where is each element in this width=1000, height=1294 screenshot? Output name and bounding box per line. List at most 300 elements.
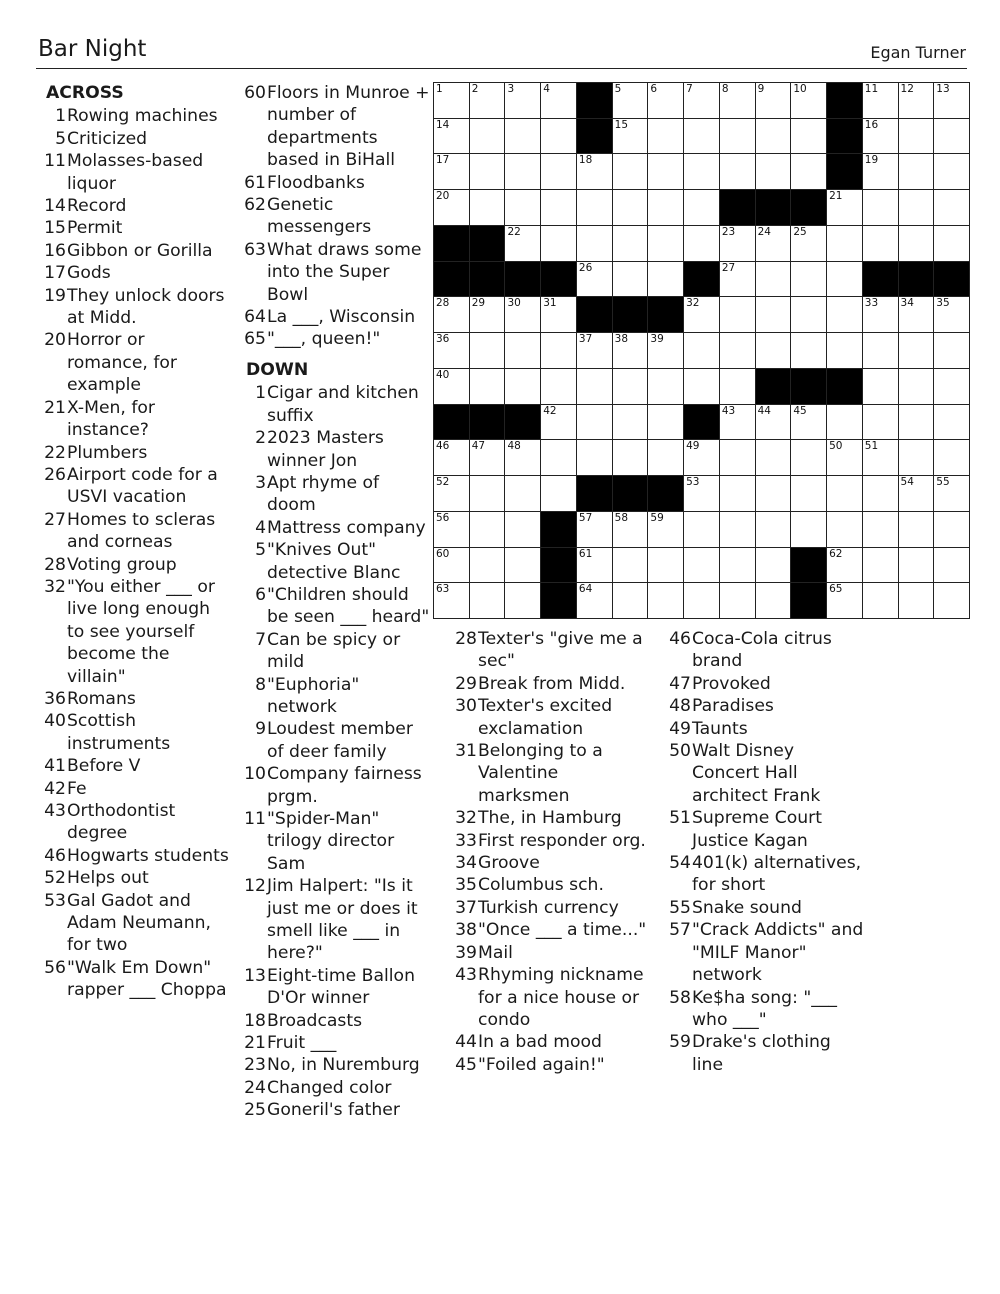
grid-cell[interactable]: [684, 226, 719, 261]
grid-cell[interactable]: [505, 548, 540, 583]
grid-cell[interactable]: [934, 333, 969, 368]
grid-cell[interactable]: [756, 119, 791, 154]
across-clue[interactable]: [240, 172, 430, 194]
down-clue[interactable]: [451, 1031, 651, 1053]
grid-cell[interactable]: [470, 333, 505, 368]
grid-cell[interactable]: [684, 119, 719, 154]
grid-cell[interactable]: [791, 512, 826, 547]
across-clue[interactable]: [40, 240, 230, 262]
grid-cell[interactable]: [613, 369, 648, 404]
clue-text: "Crack Addicts" and "MILF Manor" network: [692, 920, 864, 986]
grid-cell[interactable]: [577, 512, 612, 547]
grid-cell[interactable]: [577, 154, 612, 189]
grid-cell[interactable]: [613, 190, 648, 225]
clue-text: No, in Nuremburg: [267, 1055, 420, 1076]
cell-number: 10: [793, 83, 807, 95]
grid-cell[interactable]: [827, 262, 862, 297]
grid-cell[interactable]: [684, 440, 719, 475]
grid-cell[interactable]: [791, 297, 826, 332]
grid-cell[interactable]: [827, 583, 862, 618]
clue-number: 58: [669, 987, 691, 1008]
grid-cell[interactable]: [434, 548, 469, 583]
clue-number: 8: [255, 674, 266, 695]
grid-cell[interactable]: [863, 154, 898, 189]
grid-cell[interactable]: [470, 440, 505, 475]
across-clue[interactable]: [40, 867, 230, 889]
grid-cell[interactable]: [613, 405, 648, 440]
grid-cell[interactable]: [505, 297, 540, 332]
across-clue[interactable]: [40, 778, 230, 800]
down-clue[interactable]: [451, 740, 651, 807]
grid-cell[interactable]: [720, 83, 755, 118]
clue-number: 24: [244, 1077, 266, 1098]
across-clue[interactable]: [240, 194, 430, 239]
down-clue[interactable]: [240, 808, 430, 875]
grid-cell[interactable]: [541, 333, 576, 368]
grid-cell[interactable]: [648, 154, 683, 189]
grid-cell[interactable]: [470, 119, 505, 154]
down-clue[interactable]: [240, 1054, 430, 1076]
grid-cell[interactable]: [756, 440, 791, 475]
grid-cell[interactable]: [505, 154, 540, 189]
across-clue[interactable]: [40, 957, 230, 1002]
grid-cell[interactable]: [470, 297, 505, 332]
down-clue[interactable]: [665, 628, 865, 673]
grid-cell[interactable]: [505, 83, 540, 118]
grid-cell[interactable]: [434, 583, 469, 618]
grid-cell[interactable]: [434, 512, 469, 547]
across-clue[interactable]: [40, 217, 230, 239]
down-clue[interactable]: [240, 1010, 430, 1032]
grid-cell[interactable]: [434, 440, 469, 475]
grid-cell[interactable]: [720, 369, 755, 404]
grid-cell[interactable]: [541, 119, 576, 154]
grid-cell[interactable]: [577, 226, 612, 261]
grid-cell[interactable]: [684, 333, 719, 368]
down-clue[interactable]: [240, 1032, 430, 1054]
grid-cell[interactable]: [470, 548, 505, 583]
grid-cell[interactable]: [648, 262, 683, 297]
grid-cell[interactable]: [899, 440, 934, 475]
grid-cell[interactable]: [934, 297, 969, 332]
grid-cell[interactable]: [899, 154, 934, 189]
grid-cell[interactable]: [541, 190, 576, 225]
grid-cell[interactable]: [899, 333, 934, 368]
grid-cell[interactable]: [684, 548, 719, 583]
grid-cell[interactable]: [613, 119, 648, 154]
grid-cell[interactable]: [863, 226, 898, 261]
grid-cell[interactable]: [756, 476, 791, 511]
down-clue[interactable]: [240, 965, 430, 1010]
grid-cell[interactable]: [648, 583, 683, 618]
grid-cell[interactable]: [470, 512, 505, 547]
across-clue[interactable]: [40, 576, 230, 688]
grid-cell[interactable]: [648, 512, 683, 547]
down-clue[interactable]: [451, 695, 651, 740]
grid-cell[interactable]: [720, 405, 755, 440]
grid-cell[interactable]: [791, 333, 826, 368]
down-clue[interactable]: [240, 1099, 430, 1121]
grid-cell[interactable]: [756, 226, 791, 261]
grid-black-square: [470, 226, 505, 261]
grid-cell[interactable]: [756, 154, 791, 189]
grid-cell[interactable]: [684, 476, 719, 511]
grid-cell[interactable]: [613, 154, 648, 189]
across-clue[interactable]: [40, 442, 230, 464]
grid-black-square: [863, 262, 898, 297]
grid-cell[interactable]: [720, 583, 755, 618]
down-clue[interactable]: [240, 584, 430, 629]
grid-cell[interactable]: [684, 297, 719, 332]
down-clue[interactable]: [451, 942, 651, 964]
grid-cell[interactable]: [863, 297, 898, 332]
grid-cell[interactable]: [648, 440, 683, 475]
clue-number: 46: [669, 629, 691, 649]
grid-cell[interactable]: [756, 83, 791, 118]
grid-cell[interactable]: [720, 440, 755, 475]
grid-cell[interactable]: [541, 440, 576, 475]
down-clue[interactable]: [665, 987, 865, 1032]
grid-cell[interactable]: [863, 476, 898, 511]
grid-cell[interactable]: [648, 333, 683, 368]
grid-cell[interactable]: [648, 548, 683, 583]
grid-cell[interactable]: [613, 440, 648, 475]
grid-cell[interactable]: [541, 405, 576, 440]
grid-cell[interactable]: [434, 369, 469, 404]
grid-cell[interactable]: [613, 83, 648, 118]
grid-cell[interactable]: [577, 369, 612, 404]
grid-cell[interactable]: [899, 119, 934, 154]
clue-text: Gal Gadot and Adam Neumann, for two: [67, 890, 211, 956]
grid-cell[interactable]: [827, 476, 862, 511]
across-clue[interactable]: [40, 285, 230, 330]
grid-cell[interactable]: [863, 440, 898, 475]
grid-black-square: [720, 190, 755, 225]
grid-cell[interactable]: [577, 583, 612, 618]
down-clue[interactable]: [240, 718, 430, 763]
grid-cell[interactable]: [756, 333, 791, 368]
clue-text: Romans: [67, 688, 136, 709]
grid-cell[interactable]: [505, 190, 540, 225]
down-clue[interactable]: [665, 852, 865, 897]
grid-cell[interactable]: [863, 583, 898, 618]
down-clue[interactable]: [665, 807, 865, 852]
down-clue[interactable]: [451, 830, 651, 852]
grid-cell[interactable]: [899, 583, 934, 618]
down-clue[interactable]: [451, 964, 651, 1031]
down-clue[interactable]: [240, 629, 430, 674]
grid-cell[interactable]: [827, 548, 862, 583]
grid-cell[interactable]: [720, 333, 755, 368]
down-clue[interactable]: [665, 919, 865, 986]
grid-cell[interactable]: [434, 83, 469, 118]
clue-number: 47: [669, 673, 691, 694]
across-clue[interactable]: [40, 195, 230, 217]
grid-cell[interactable]: [720, 476, 755, 511]
down-clue[interactable]: [451, 628, 651, 673]
clue-text: Turkish currency: [478, 897, 619, 918]
across-clue[interactable]: [40, 800, 230, 845]
grid-cell[interactable]: [899, 512, 934, 547]
down-clue[interactable]: [665, 1031, 865, 1076]
grid-cell[interactable]: [577, 190, 612, 225]
down-clue[interactable]: [451, 852, 651, 874]
across-clue[interactable]: [40, 105, 230, 127]
grid-cell[interactable]: [720, 548, 755, 583]
grid-cell[interactable]: [541, 369, 576, 404]
cell-number: 34: [900, 297, 914, 310]
across-clue[interactable]: [240, 328, 430, 350]
grid-cell[interactable]: [720, 262, 755, 297]
down-clue[interactable]: [665, 740, 865, 807]
grid-cell[interactable]: [756, 297, 791, 332]
grid-cell[interactable]: [505, 333, 540, 368]
grid-cell[interactable]: [791, 405, 826, 440]
grid-cell[interactable]: [791, 83, 826, 118]
down-clue[interactable]: [240, 674, 430, 719]
grid-cell[interactable]: [827, 440, 862, 475]
grid-cell[interactable]: [756, 512, 791, 547]
down-clue[interactable]: [240, 472, 430, 517]
grid-cell[interactable]: [684, 369, 719, 404]
grid-cell[interactable]: [684, 83, 719, 118]
cell-number: 30: [507, 297, 521, 310]
across-clue[interactable]: [40, 128, 230, 150]
grid-cell[interactable]: [756, 548, 791, 583]
grid-cell[interactable]: [863, 512, 898, 547]
grid-cell[interactable]: [934, 369, 969, 404]
grid-cell[interactable]: [863, 405, 898, 440]
across-clue[interactable]: [40, 688, 230, 710]
grid-cell[interactable]: [648, 83, 683, 118]
grid-cell[interactable]: [505, 512, 540, 547]
grid-cell[interactable]: [470, 190, 505, 225]
grid-cell[interactable]: [791, 119, 826, 154]
across-clue[interactable]: [40, 710, 230, 755]
grid-cell[interactable]: [934, 476, 969, 511]
down-clue[interactable]: [240, 382, 430, 427]
cell-number: 37: [578, 333, 593, 346]
clue-number: 20: [44, 330, 66, 351]
across-clue[interactable]: [40, 329, 230, 396]
grid-cell[interactable]: [541, 297, 576, 332]
grid-cell[interactable]: [541, 226, 576, 261]
grid-cell[interactable]: [899, 83, 934, 118]
grid-cell[interactable]: [863, 369, 898, 404]
across-clue[interactable]: [40, 262, 230, 284]
grid-cell[interactable]: [934, 83, 969, 118]
grid-cell[interactable]: [648, 190, 683, 225]
clue-text: Voting group: [67, 554, 177, 575]
across-clue[interactable]: [240, 239, 430, 306]
grid-cell[interactable]: [541, 154, 576, 189]
grid-cell[interactable]: [934, 119, 969, 154]
down-clue[interactable]: [240, 539, 430, 584]
grid-cell[interactable]: [541, 83, 576, 118]
grid-cell[interactable]: [505, 583, 540, 618]
grid-cell[interactable]: [827, 190, 862, 225]
grid-cell[interactable]: [899, 226, 934, 261]
grid-cell[interactable]: [577, 405, 612, 440]
down-clue[interactable]: [451, 807, 651, 829]
down-clue[interactable]: [451, 874, 651, 896]
clue-number: 43: [455, 965, 477, 986]
grid-cell[interactable]: [899, 405, 934, 440]
cell-number: 46: [436, 440, 450, 453]
grid-cell[interactable]: [791, 476, 826, 511]
grid-cell[interactable]: [899, 297, 934, 332]
grid-cell[interactable]: [827, 297, 862, 332]
grid-cell[interactable]: [505, 119, 540, 154]
grid-cell[interactable]: [541, 476, 576, 511]
grid-black-square: [577, 119, 612, 154]
across-clue[interactable]: [40, 890, 230, 957]
grid-cell[interactable]: [934, 548, 969, 583]
grid-cell[interactable]: [434, 297, 469, 332]
grid-cell[interactable]: [863, 119, 898, 154]
grid-cell[interactable]: [791, 154, 826, 189]
grid-cell[interactable]: [863, 333, 898, 368]
grid-cell[interactable]: [791, 440, 826, 475]
grid-cell[interactable]: [434, 476, 469, 511]
grid-cell[interactable]: [899, 369, 934, 404]
grid-cell[interactable]: [863, 190, 898, 225]
grid-cell[interactable]: [470, 476, 505, 511]
grid-cell[interactable]: [720, 512, 755, 547]
cell-number: 59: [650, 511, 664, 524]
grid-cell[interactable]: [684, 512, 719, 547]
grid-cell[interactable]: [720, 154, 755, 189]
clue-number: 2: [255, 428, 266, 449]
grid-cell[interactable]: [648, 369, 683, 404]
grid-cell[interactable]: [684, 190, 719, 225]
down-clue[interactable]: [451, 897, 651, 919]
clue-text: Rowing machines: [67, 106, 218, 127]
grid-cell[interactable]: [577, 333, 612, 368]
grid-cell[interactable]: [648, 226, 683, 261]
grid-cell[interactable]: [470, 583, 505, 618]
grid-cell[interactable]: [434, 119, 469, 154]
down-clue[interactable]: [240, 763, 430, 808]
grid-cell[interactable]: [899, 190, 934, 225]
cell-number: 14: [436, 118, 450, 131]
across-clue[interactable]: [40, 755, 230, 777]
down-clue[interactable]: [665, 897, 865, 919]
down-clue[interactable]: [665, 695, 865, 717]
grid-cell[interactable]: [470, 83, 505, 118]
grid-cell[interactable]: [934, 440, 969, 475]
grid-cell[interactable]: [505, 369, 540, 404]
grid-cell[interactable]: [720, 297, 755, 332]
grid-cell[interactable]: [505, 226, 540, 261]
down-clue[interactable]: [240, 875, 430, 965]
grid-black-square: [541, 583, 576, 618]
grid-cell[interactable]: [934, 154, 969, 189]
clue-number: 16: [44, 240, 66, 261]
grid-cell[interactable]: [827, 512, 862, 547]
down-clue[interactable]: [451, 919, 651, 941]
across-clue[interactable]: [40, 150, 230, 195]
grid-cell[interactable]: [613, 512, 648, 547]
grid-cell[interactable]: [827, 226, 862, 261]
cell-number: 60: [436, 547, 450, 560]
grid-cell[interactable]: [899, 548, 934, 583]
grid-cell[interactable]: [434, 333, 469, 368]
grid-cell[interactable]: [791, 226, 826, 261]
grid-cell[interactable]: [791, 262, 826, 297]
across-clue[interactable]: [40, 464, 230, 509]
cell-number: 57: [578, 511, 593, 524]
grid-cell[interactable]: [899, 476, 934, 511]
grid-cell[interactable]: [505, 440, 540, 475]
grid-cell[interactable]: [756, 405, 791, 440]
down-clue[interactable]: [665, 673, 865, 695]
grid-cell[interactable]: [577, 440, 612, 475]
grid-cell[interactable]: [648, 119, 683, 154]
grid-cell[interactable]: [934, 583, 969, 618]
grid-cell[interactable]: [613, 333, 648, 368]
grid-cell[interactable]: [648, 405, 683, 440]
across-clue[interactable]: [40, 554, 230, 576]
down-clue[interactable]: [240, 427, 430, 472]
grid-cell[interactable]: [434, 154, 469, 189]
clue-number: 40: [44, 711, 66, 732]
grid-cell[interactable]: [505, 476, 540, 511]
grid-cell[interactable]: [470, 154, 505, 189]
grid-cell[interactable]: [613, 548, 648, 583]
clue-text: Supreme Court Justice Kagan: [692, 808, 822, 851]
grid-cell[interactable]: [934, 226, 969, 261]
grid-cell[interactable]: [934, 405, 969, 440]
down-clue[interactable]: [451, 1054, 651, 1076]
down-clue[interactable]: [240, 517, 430, 539]
across-clue[interactable]: [40, 845, 230, 867]
grid-cell[interactable]: [756, 583, 791, 618]
clue-text: Floors in Munroe + number of departments based in BiHall: [267, 83, 430, 171]
grid-cell[interactable]: [934, 190, 969, 225]
across-clue[interactable]: [40, 509, 230, 554]
grid-cell[interactable]: [827, 333, 862, 368]
grid-cell[interactable]: [863, 548, 898, 583]
grid-cell[interactable]: [613, 262, 648, 297]
across-clue[interactable]: [40, 397, 230, 442]
grid-cell[interactable]: [827, 405, 862, 440]
down-clue[interactable]: [240, 1077, 430, 1099]
down-clue[interactable]: [665, 718, 865, 740]
cell-number: 36: [436, 333, 450, 346]
down-clue[interactable]: [451, 673, 651, 695]
clue-column-3: [451, 628, 651, 1076]
grid-cell[interactable]: [577, 262, 612, 297]
grid-cell[interactable]: [756, 262, 791, 297]
grid-cell[interactable]: [577, 548, 612, 583]
grid-cell[interactable]: [684, 583, 719, 618]
grid-cell[interactable]: [613, 583, 648, 618]
cell-number: 12: [900, 83, 914, 95]
grid-cell[interactable]: [934, 512, 969, 547]
grid-cell[interactable]: [434, 190, 469, 225]
grid-cell[interactable]: [720, 226, 755, 261]
grid-cell[interactable]: [684, 154, 719, 189]
grid-cell[interactable]: [470, 369, 505, 404]
across-clue[interactable]: [240, 82, 430, 172]
grid-cell[interactable]: [720, 119, 755, 154]
grid-cell[interactable]: [613, 226, 648, 261]
across-clue[interactable]: [240, 306, 430, 328]
grid-cell[interactable]: [863, 83, 898, 118]
grid-black-square: [434, 405, 469, 440]
clue-number: 62: [244, 195, 266, 216]
